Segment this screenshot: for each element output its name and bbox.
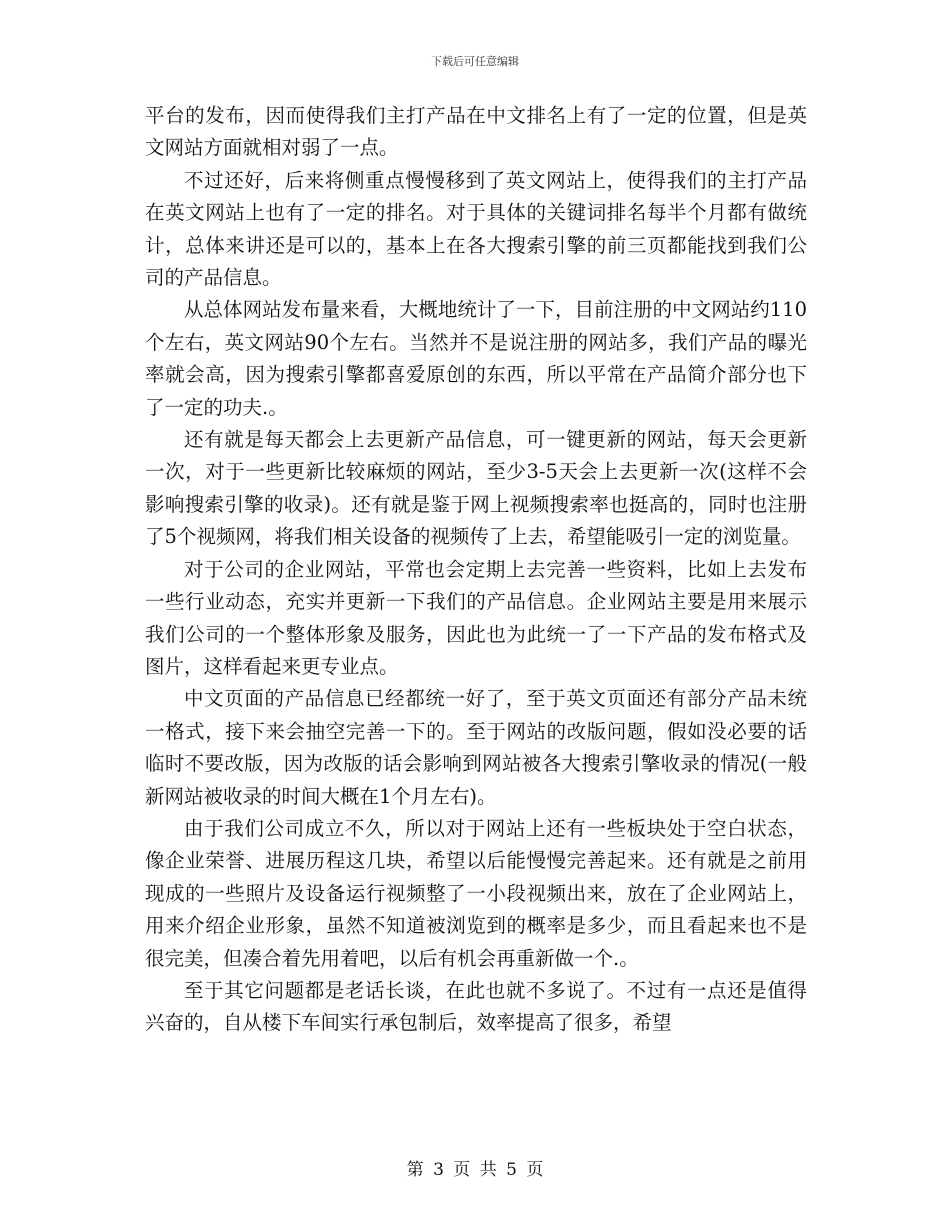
paragraph: 至于其它问题都是老话长谈，在此也就不多说了。不过有一点还是值得兴奋的，自从楼下车间实行承包制后，效率提高了很多，希望 [145,978,807,1035]
paragraph: 从总体网站发布量来看，大概地统计了一下，目前注册的中文网站约110个左右，英文网站90个左右。当然并不是说注册的网站多，我们产品的曝光率就会高，因为搜索引擎都喜爱原创的东西，所以平常在产品简介部分也下了一定的功夫.。 [145,298,807,419]
paragraph: 对于公司的企业网站，平常也会定期上去完善一些资料，比如上去发布一些行业动态，充实并更新一下我们的产品信息。企业网站主要是用来展示我们公司的一个整体形象及服务，因此也为此统一了一下产品的发布格式及图片，这样看起来更专业点。 [145,557,807,678]
paragraph-continuation: 平台的发布，因而使得我们主打产品在中文排名上有了一定的位置，但是英文网站方面就相对弱了一点。 [145,104,807,160]
paragraph: 不过还好，后来将侧重点慢慢移到了英文网站上，使得我们的主打产品在英文网站上也有了一定的排名。对于具体的关键词排名每半个月都有做统计，总体来讲还是可以的，基本上在各大搜索引擎的前三页都能找到我们公司的产品信息。 [145,168,807,290]
paragraph: 中文页面的产品信息已经都统一好了，至于英文页面还有部分产品未统一格式，接下来会抽空完善一下的。至于网站的改版问题，假如没必要的话临时不要改版，因为改版的话会影响到网站被各大搜索引擎收录的情况(一般新网站被收录的时间大概在1个月左右)。 [145,687,807,808]
paragraph: 由于我们公司成立不久，所以对于网站上还有一些板块处于空白状态，像企业荣誉、进展历程这几块，希望以后能慢慢完善起来。还有就是之前用现成的一些照片及设备运行视频整了一小段视频出来，放在了企业网站上，用来介绍企业形象，虽然不知道被浏览到的概率是多少，而且看起来也不是很完美，但凑合着先用着吧，以后有机会再重新做一个.。 [145,816,807,970]
page-footer: 第 3 页 共 5 页 [406,1160,544,1180]
document-body [145,100,807,1040]
page-header: 下载后可任意编辑 [431,55,519,68]
paragraph: 还有就是每天都会上去更新产品信息，可一键更新的网站，每天会更新一次，对于一些更新比较麻烦的网站，至少3-5天会上去更新一次(这样不会影响搜索引擎的收录)。还有就是鉴于网上视频搜索率也挺高的，同时也注册了5个视频网，将我们相关设备的视频传了上去，希望能吸引一定的浏览量。 [145,428,807,549]
